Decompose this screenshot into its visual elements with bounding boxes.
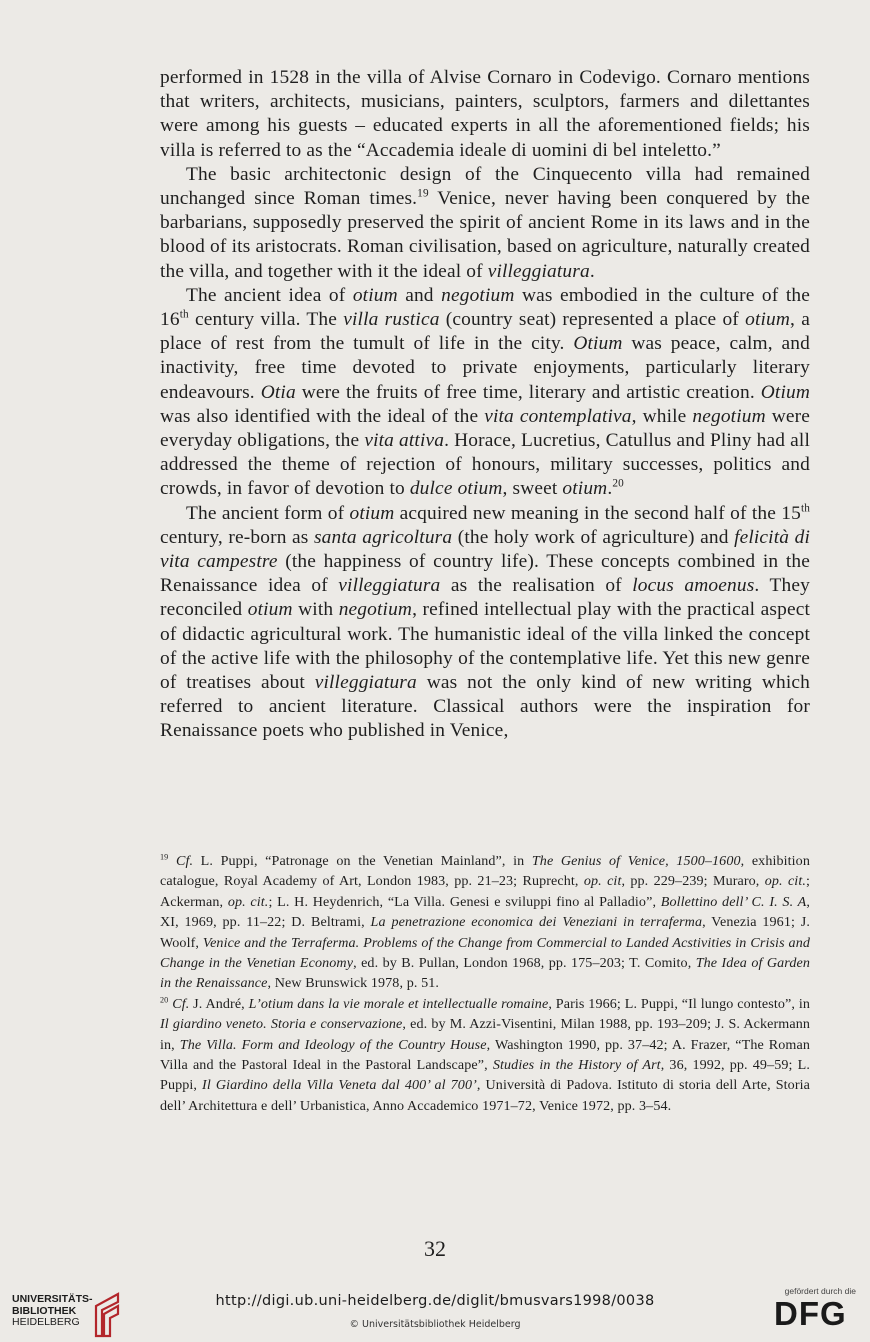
text-run: , pp. 229–239; Muraro, xyxy=(621,873,765,890)
text-run: (the happiness of country life). These concepts combined in the Renaissance idea of xyxy=(160,551,811,597)
footnote-ref-19[interactable]: 19 xyxy=(417,187,429,200)
page-number: 32 xyxy=(424,1236,446,1261)
text-run: was embodied in the culture of the 16 xyxy=(160,284,810,331)
text-run: The ancient form of xyxy=(186,502,350,524)
italic-term: santa agricoltura xyxy=(313,526,453,548)
footnote-number: 19 xyxy=(160,852,169,862)
italic-term: otium xyxy=(349,502,395,524)
text-run: century, re-born as xyxy=(160,526,314,548)
text-run: century villa. The xyxy=(188,309,344,331)
text-run: (the holy work of agriculture) and xyxy=(452,526,735,548)
text-run: , Paris 1966; L. Puppi, “Il lungo contesto”, in xyxy=(548,995,810,1012)
text-run: , Venezia 1961; J. Woolf, xyxy=(160,914,810,951)
library-name-line-3: HEIDELBERG xyxy=(12,1316,80,1328)
text-run: Venice, never having been conquered by the barbarians, supposedly preserved the spirit of ancient Rome in its laws and in the blood of its aristocrats. Roman civilisation, based on agriculture, naturally created the villa, and together with it the ideal of xyxy=(160,188,810,282)
text-run: J. André, xyxy=(189,995,249,1012)
body-text xyxy=(160,66,810,744)
text-run: was peace, calm, and inactivity, free time devoted to private enjoyments, particularly literary endeavours. xyxy=(160,333,810,403)
text-run: L. Puppi, “Patronage on the Venetian Mainland”, in xyxy=(193,853,532,869)
italic-term: op. cit xyxy=(583,873,622,890)
italic-term: villeggiatura xyxy=(338,575,441,597)
italic-term: The Villa. Form and Ideology of the Country House xyxy=(179,1036,487,1053)
library-mark-icon xyxy=(90,1288,124,1338)
text-run: (country seat) represented a place of xyxy=(439,309,746,331)
library-name-line-2: BIBLIOTHEK xyxy=(12,1304,77,1317)
footer-bar xyxy=(0,1280,870,1342)
italic-term: villeggiatura xyxy=(314,672,417,694)
italic-term: The Genius of Venice, 1500–1600 xyxy=(531,853,741,869)
italic-term: Il giardino veneto. Storia e conservazione xyxy=(160,1016,403,1033)
italic-term: otium xyxy=(562,478,608,500)
text-run: ; L. H. Heydenrich, “La Villa. Genesi e sviluppi fino al Palladio”, xyxy=(268,893,661,910)
permalink-url[interactable]: http://digi.ub.uni-heidelberg.de/diglit/bmusvars1998/0038 xyxy=(215,1293,655,1309)
text-run: , Washington 1990, pp. 37–42; A. Frazer, “The Roman Villa and the Pastoral Ideal in the Pastoral Landscape”, xyxy=(160,1036,810,1074)
italic-term: Studies in the History of Art xyxy=(492,1057,661,1074)
italic-term: Otium xyxy=(760,381,810,403)
text-run: . They reconciled xyxy=(160,575,810,621)
footnote-19 xyxy=(160,851,810,994)
italic-term: The Idea of Garden in the Renaissance xyxy=(160,955,810,992)
text-run: with xyxy=(292,599,339,621)
italic-term: Bollettino dell’ C. I. S. A xyxy=(660,893,807,910)
text-run: was not the only kind of new writing which referred to ancient literature. Classical authors were the inspiration for Renaissance poets who published in Venice, xyxy=(160,672,811,742)
text-run: The basic architectonic design of the Cinquecento villa had remained unchanged since Roman times. xyxy=(160,163,810,210)
italic-term: Il Giardino della Villa Veneta dal 400’ al 700’ xyxy=(202,1077,477,1094)
library-name-line-1: UNIVERSITÄTS- xyxy=(12,1293,93,1305)
italic-term: La penetrazione economica dei Veneziani in terraferma xyxy=(370,914,703,931)
text-run: and xyxy=(397,284,442,306)
italic-term: felicità di vita campestre xyxy=(160,526,810,573)
italic-term: negotium xyxy=(441,284,515,306)
text-run: were the fruits of free time, literary and artistic creation. xyxy=(295,381,761,403)
text-run: , exhibition catalogue, Royal Academy of Art, London 1983, pp. 21–23; Ruprecht, xyxy=(160,853,810,890)
dfg-logo[interactable] xyxy=(774,1286,860,1338)
paragraph-4 xyxy=(160,502,810,744)
ordinal-suffix: th xyxy=(800,502,810,515)
footnote-20 xyxy=(160,994,810,1116)
italic-term: Otium xyxy=(573,333,623,355)
italic-term: negotium xyxy=(692,405,766,427)
text-run: , ed. by M. Azzi-Visentini, Milan 1988, pp. 193–209; J. S. Ackermann in, xyxy=(160,1016,810,1053)
italic-term: negotium xyxy=(338,599,413,621)
text-run xyxy=(168,853,176,869)
paragraph-2 xyxy=(160,163,810,284)
italic-term: dulce otium xyxy=(409,478,503,500)
italic-term: Cf. xyxy=(175,853,194,869)
text-run: ; Ackerman, xyxy=(160,873,810,910)
text-run: , ed. by B. Pullan, London 1968, pp. 175–203; T. Comito, xyxy=(353,955,696,972)
paragraph-1 xyxy=(160,66,810,163)
text-run: . xyxy=(607,478,613,500)
text-run: , XI, 1969, pp. 11–22; D. Beltrami, xyxy=(160,893,810,931)
text-run: , sweet xyxy=(502,478,563,500)
funding-note: gefördert durch die xyxy=(784,1286,856,1296)
italic-term: locus amoenus xyxy=(632,575,755,597)
text-run: . xyxy=(589,260,595,282)
italic-term: otium xyxy=(352,284,398,306)
footnotes xyxy=(160,851,810,1116)
italic-term: Venice and the Terraferma. Problems of the Change from Commercial to Landed Acstivities in Crisis and Change in the Venetian Economy xyxy=(160,934,810,972)
text-run: , Università di Padova. Istituto di storia dell Arte, Storia dell’ Architettura e dell’ Urbanistica, Anno Accademico 1971–72, Venice 1972, pp. 3–54. xyxy=(160,1077,810,1114)
text-run: , while xyxy=(631,405,693,427)
dfg-wordmark: DFG xyxy=(774,1295,847,1332)
copyright-notice: © Universitätsbibliothek Heidelberg xyxy=(349,1319,521,1330)
italic-term: L’otium dans la vie morale et intellectualle romaine xyxy=(248,995,549,1012)
text-run: . Horace, Lucretius, Catullus and Pliny had all addressed the theme of rejection of honours, military successes, politics and crowds, in favor of devotion to xyxy=(160,430,810,500)
italic-term: op. cit. xyxy=(227,893,269,910)
text-run: was also identified with the ideal of the xyxy=(160,405,485,427)
italic-term: villeggiatura xyxy=(487,260,590,282)
text-run: acquired new meaning in the second half of the 15 xyxy=(394,502,801,524)
italic-term: Otia xyxy=(260,381,296,403)
footnote-ref-20[interactable]: 20 xyxy=(612,477,624,490)
italic-term: otium xyxy=(745,309,791,331)
italic-term: vita contemplativa xyxy=(484,405,632,427)
library-name xyxy=(12,1294,93,1329)
paragraph-3 xyxy=(160,284,810,502)
text-run: , refined intellectual play with the practical aspect of didactic agricultural work. The humanistic ideal of the villa linked the concept of the active life with the philosophy of the contemplative life. Yet this new genre of treatises about xyxy=(160,599,810,694)
library-logo[interactable] xyxy=(12,1294,120,1340)
footnote-number: 20 xyxy=(160,995,169,1005)
text-run: , a place of rest from the tumult of life in the city. xyxy=(160,309,810,355)
text-run: as the realisation of xyxy=(440,575,633,597)
ordinal-suffix: th xyxy=(179,308,189,321)
text-run: The ancient idea of xyxy=(186,284,353,306)
italic-term: villa rustica xyxy=(343,309,440,331)
italic-term: Cf. xyxy=(172,995,190,1012)
text-run: were everyday obligations, the xyxy=(160,405,810,452)
italic-term: vita attiva xyxy=(364,430,445,452)
text-run: , New Brunswick 1978, p. 51. xyxy=(267,975,440,992)
italic-term: otium xyxy=(247,599,293,621)
italic-term: op. cit. xyxy=(764,873,806,890)
paragraph-1-text: performed in 1528 in the villa of Alvise Cornaro in Codevigo. Cornaro mentions that writers, architects, musicians, painters, sculptors, farmers and dilettantes were among his guests – educated experts in all the aforementioned fields; his villa is referred to as the “Accademia ideale di uomini di bel inteletto.” xyxy=(160,67,810,161)
text-run: , 36, 1992, pp. 49–59; L. Puppi, xyxy=(160,1057,810,1094)
